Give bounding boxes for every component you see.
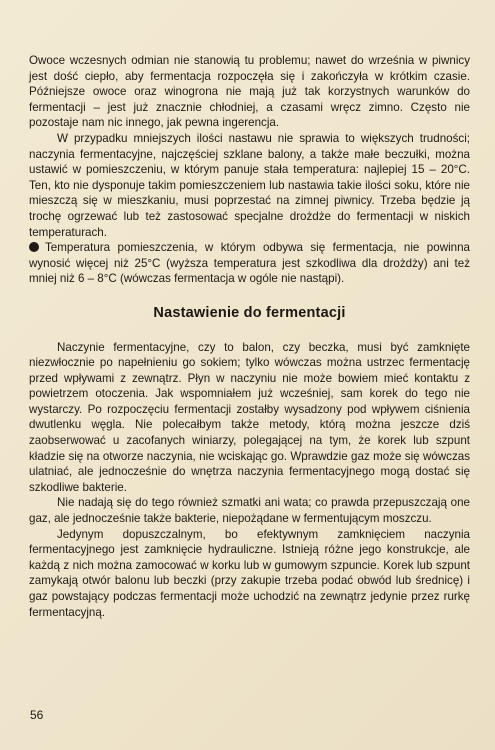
bullet-paragraph: [29, 240, 470, 287]
paragraph: W przypadku mniejszych ilości nastawu nie sprawia to większych trudności; naczynia fermentacyjne, najczęściej szklane balony, a także małe beczułki, można ustawić w pomieszczeniu, w którym panuje stała temperatura: najlepiej 15 – 20°C. Ten, kto nie dysponuje takim pomieszczeniem lub nastawia takie ilości soku, które nie mieszczą się w mieszkaniu, musi poprzestać na zimnej piwnicy. Trzeba będzie ją trochę ogrzewać lub też zastosować specjalne drożdże do fermentacji w niskich temperaturach.: [29, 131, 470, 239]
page-content: [29, 53, 470, 620]
bullet-icon: [29, 242, 39, 252]
paragraph: Jedynym dopuszczalnym, bo efektywnym zamknięciem naczynia fermentacyjnego jest zamknięcie hydrauliczne. Istnieją różne jego konstrukcje, ale każdą z nich można zamocować w korku lub w gumowym szpuncie. Korek lub szpunt zamykają otwór balonu lub beczki (przy zakupie trzeba podać obwód lub średnicę) i gaz powstający podczas fermentacji może uchodzić na zewnątrz jedynie przez rurkę fermentacyjną.: [29, 527, 470, 619]
bullet-paragraph-text: Temperatura pomieszczenia, w którym odbywa się fermentacja, nie powinna wynosić więcej niż 25°C (wyższa temperatura jest szkodliwa dla drożdży) ani też mniej niż 6 – 8°C (wówczas fermentacja w ogóle nie nastąpi).: [29, 241, 470, 286]
paragraph: Owoce wczesnych odmian nie stanowią tu problemu; nawet do września w piwnicy jest dość ciepło, aby fermentacja rozpoczęła się i zakończyła w krótkim czasie. Późniejsze owoce oraz winogrona nie mają już tak korzystnych warunków do fermentacji – jest już znacznie chłodniej, a czasami wręcz zimno. Często nie pozostaje nam nic innego, jak pewna ingerencja.: [29, 54, 470, 130]
page-number: 56: [30, 708, 44, 722]
paragraph: Nie nadają się do tego również szmatki ani wata; co prawda przepuszczają one gaz, ale jednocześnie także bakterie, niepożądane w fermentującym moszczu.: [29, 496, 470, 526]
paragraph: Naczynie fermentacyjne, czy to balon, czy beczka, musi być zamknięte niezwłocznie po napełnieniu go sokiem; tylko wówczas można ustrzec fermentację przed wpływami z zewnątrz. Płyn w naczyniu nie może bowiem mieć kontaktu z powietrzem otoczenia. Jak wspomniałem już wcześniej, sam korek do tego nie wystarczy. Po rozpoczęciu fermentacji zostałby wysadzony pod wpływem ciśnienia dwutlenku węgla. Nie polecałbym także metody, którą można jeszcze dziś zaobserwować u zacofanych winiarzy, polegającej na tym, że korek lub szpunt kładzie się na otworze naczynia, nie wciskając go. Wprawdzie gaz może się wówczas ulatniać, ale jednocześnie do wnętrza naczynia fermentacyjnego mogą dostać się szkodliwe bakterie.: [29, 340, 470, 494]
section-heading: Nastawienie do fermentacji: [153, 304, 346, 321]
